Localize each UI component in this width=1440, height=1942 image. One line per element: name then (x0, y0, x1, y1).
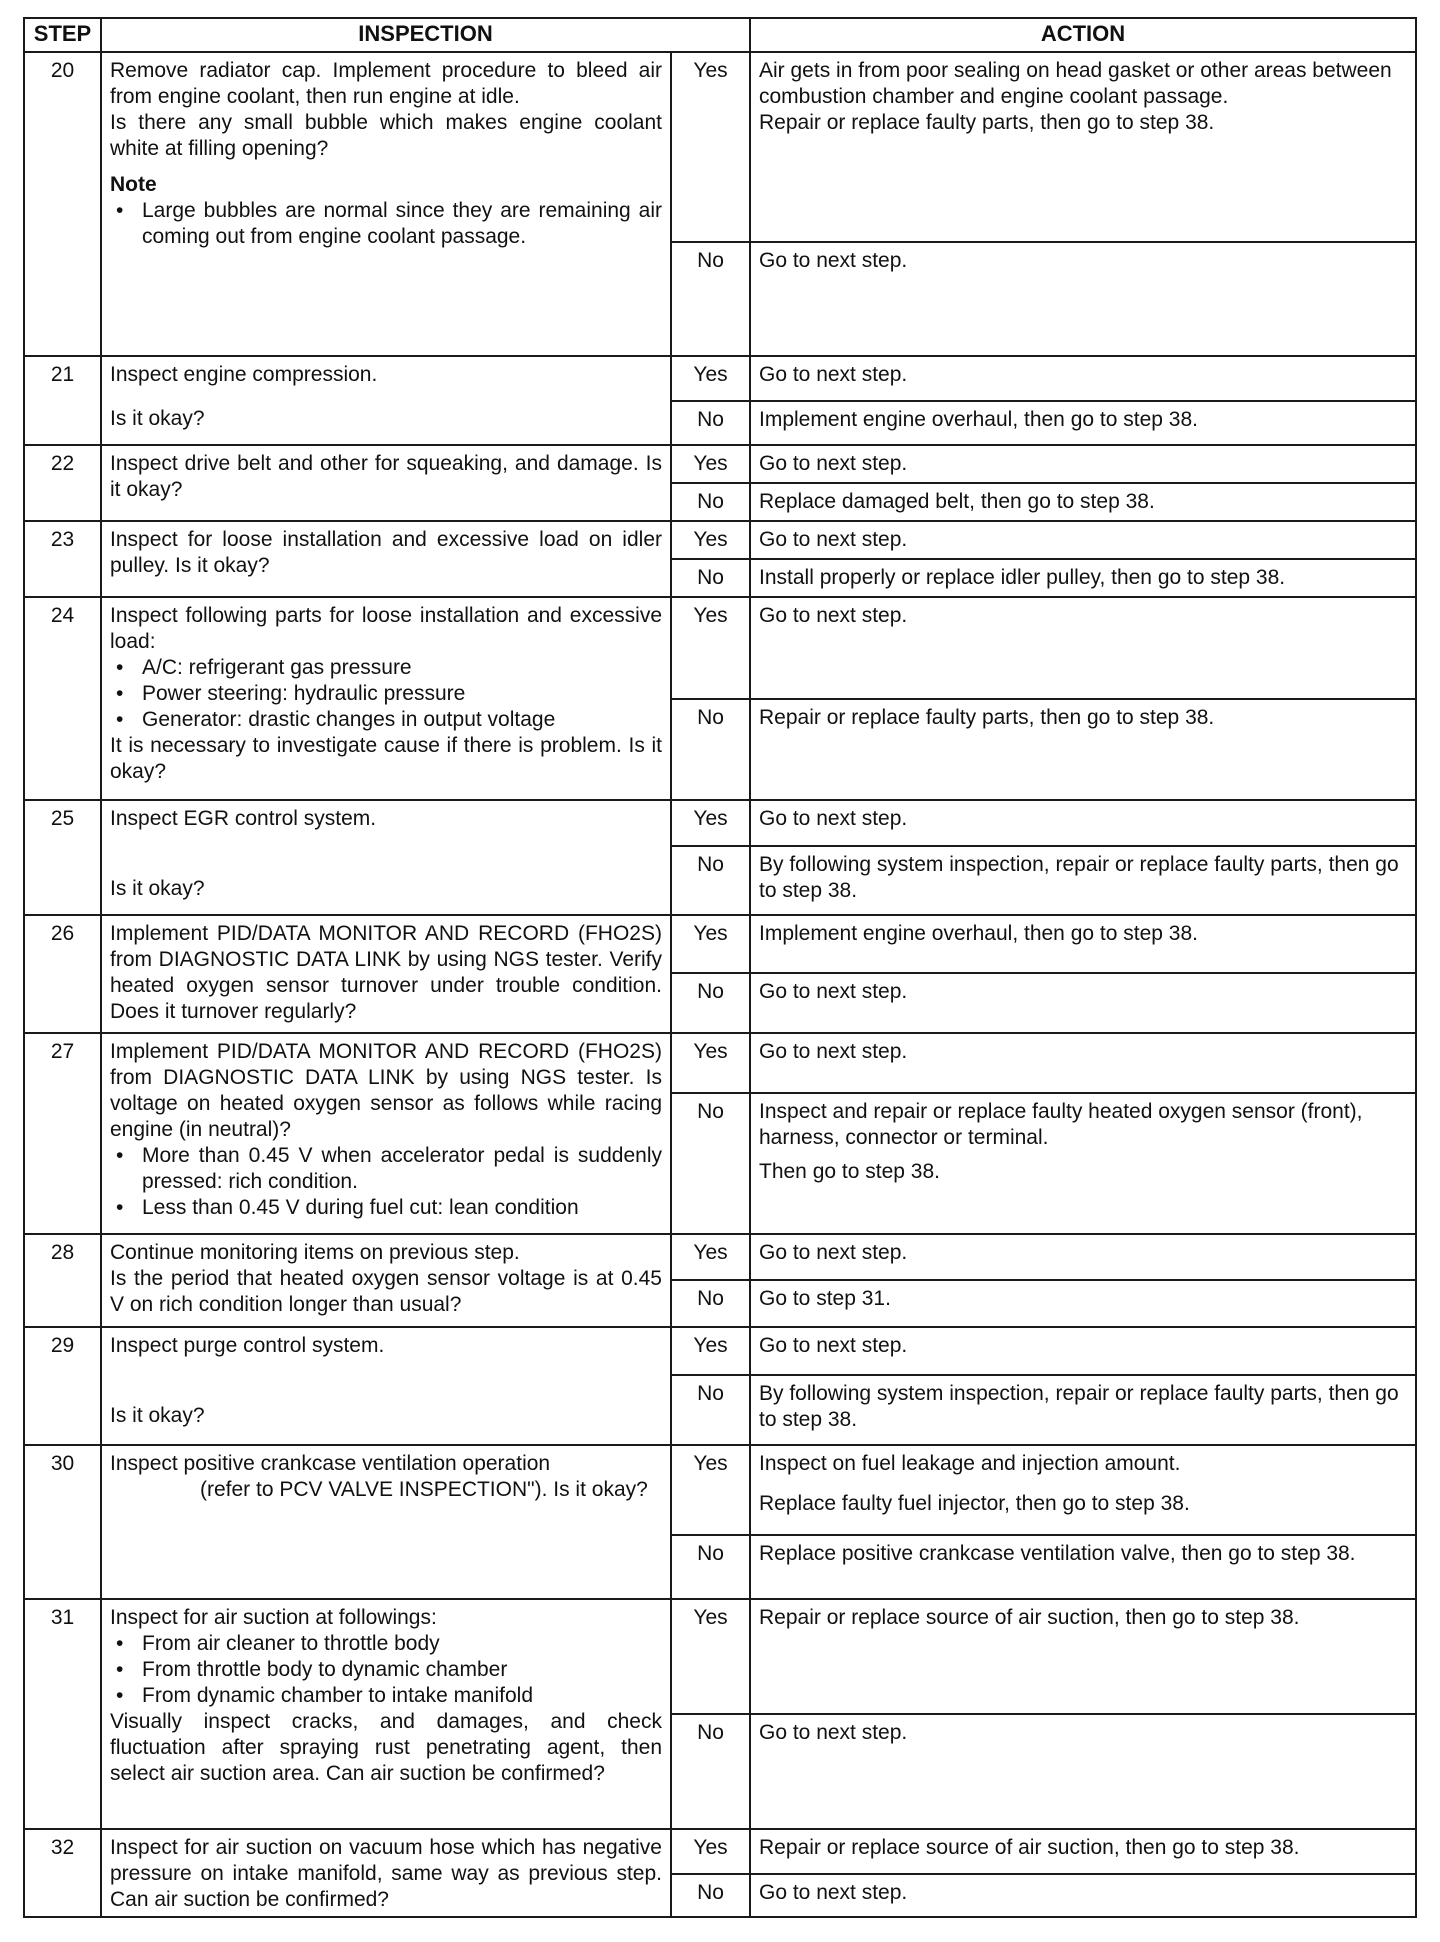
step-25-yes-action: Go to next step. (750, 800, 1416, 846)
step-28-inspection (101, 1234, 671, 1327)
check-item: • Power steering: hydraulic pressure (142, 681, 662, 707)
step-27-inspection (101, 1033, 671, 1234)
inspection-header: INSPECTION (101, 18, 750, 52)
step-31-no-action: Go to next step. (750, 1714, 1416, 1829)
step-30-no-action: Replace positive crankcase ventilation valve, then go to step 38. (750, 1535, 1416, 1599)
step-23-inspection: Inspect for loose installation and excessive load on idler pulley. Is it okay? (101, 521, 671, 597)
answer-yes: Yes (671, 1599, 750, 1714)
diagnostic-procedure-sheet (23, 17, 1415, 1921)
step-31-inspection (101, 1599, 671, 1829)
inspection-question: Visually inspect cracks, and damages, and check fluctuation after spraying rust penetrating agent, then select air suction area. Can air suction be confirmed? (110, 1710, 662, 1785)
step-number: 27 (24, 1033, 101, 1234)
action-text: Replace faulty fuel injector, then go to step 38. (759, 1492, 1190, 1515)
step-20-yes-action (750, 52, 1416, 242)
step-28-yes-action: Go to next step. (750, 1234, 1416, 1280)
answer-no: No (671, 1714, 750, 1829)
step-23-yes-action: Go to next step. (750, 521, 1416, 559)
step-number: 31 (24, 1599, 101, 1829)
answer-no: No (671, 1874, 750, 1918)
answer-no: No (671, 973, 750, 1033)
answer-yes: Yes (671, 1234, 750, 1280)
step-24-yes-row (24, 597, 1416, 699)
answer-yes: Yes (671, 445, 750, 483)
step-21-yes-action: Go to next step. (750, 356, 1416, 401)
check-item: • More than 0.45 V when accelerator pedal is suddenly pressed: rich condition. (142, 1143, 662, 1195)
step-21-yes-row (24, 356, 1416, 401)
answer-yes: Yes (671, 1327, 750, 1375)
step-header: STEP (24, 18, 101, 52)
step-31-yes-row (24, 1599, 1416, 1714)
check-item: • From throttle body to dynamic chamber (142, 1657, 662, 1683)
step-20-yes-row (24, 52, 1416, 242)
step-number: 32 (24, 1829, 101, 1917)
step-32-yes-action: Repair or replace source of air suction, then go to step 38. (750, 1829, 1416, 1874)
inspection-question: It is necessary to investigate cause if there is problem. Is it okay? (110, 734, 662, 783)
action-text: Inspect and repair or replace faulty heated oxygen sensor (front), harness, connector or terminal. (759, 1100, 1363, 1149)
step-30-yes-row (24, 1445, 1416, 1535)
inspection-question: Is the period that heated oxygen sensor voltage is at 0.45 V on rich condition longer than usual? (110, 1267, 662, 1316)
step-26-no-action: Go to next step. (750, 973, 1416, 1033)
header-row (24, 18, 1416, 52)
step-32-yes-row (24, 1829, 1416, 1874)
answer-no: No (671, 1093, 750, 1234)
answer-no: No (671, 699, 750, 800)
inspection-text: Remove radiator cap. Implement procedure to bleed air from engine coolant, then run engine at idle. (110, 59, 662, 108)
check-item: • Generator: drastic changes in output voltage (142, 707, 662, 733)
step-32-inspection: Inspect for air suction on vacuum hose which has negative pressure on intake manifold, same way as previous step. Can air suction be confirmed? (101, 1829, 671, 1917)
action-text: Inspect on fuel leakage and injection amount. (759, 1452, 1181, 1475)
step-23-yes-row (24, 521, 1416, 559)
inspection-text: Inspect positive crankcase ventilation operation (110, 1452, 551, 1475)
inspection-question: Is it okay? (110, 877, 205, 900)
step-21-inspection (101, 356, 671, 445)
step-22-inspection: Inspect drive belt and other for squeaking, and damage. Is it okay? (101, 445, 671, 521)
answer-yes: Yes (671, 356, 750, 401)
answer-no: No (671, 1375, 750, 1445)
step-32-no-action: Go to next step. (750, 1874, 1416, 1918)
action-text: Then go to step 38. (759, 1160, 940, 1183)
step-number: 26 (24, 915, 101, 1033)
step-20-no-action: Go to next step. (750, 242, 1416, 356)
answer-no: No (671, 559, 750, 597)
check-item: • From air cleaner to throttle body (142, 1631, 662, 1657)
step-number: 24 (24, 597, 101, 800)
step-26-inspection: Implement PID/DATA MONITOR AND RECORD (FHO2S) from DIAGNOSTIC DATA LINK by using NGS tester. Verify heated oxygen sensor turnover under trouble condition. Does it turnover regularly? (101, 915, 671, 1033)
inspection-question: Is it okay? (110, 407, 205, 430)
inspection-text: Continue monitoring items on previous step. (110, 1241, 520, 1264)
answer-yes: Yes (671, 597, 750, 699)
step-30-inspection (101, 1445, 671, 1599)
action-header: ACTION (750, 18, 1416, 52)
step-24-inspection (101, 597, 671, 800)
answer-yes: Yes (671, 915, 750, 973)
step-26-yes-row (24, 915, 1416, 973)
inspection-text: Inspect engine compression. (110, 363, 378, 386)
step-number: 28 (24, 1234, 101, 1327)
check-list (110, 1631, 662, 1709)
answer-no: No (671, 242, 750, 356)
step-29-yes-row (24, 1327, 1416, 1375)
inspection-question: Is there any small bubble which makes engine coolant white at filling opening? (110, 111, 662, 160)
step-23-no-action: Install properly or replace idler pulley, then go to step 38. (750, 559, 1416, 597)
step-21-no-action: Implement engine overhaul, then go to step 38. (750, 401, 1416, 445)
step-30-yes-action (750, 1445, 1416, 1535)
answer-yes: Yes (671, 52, 750, 242)
step-29-yes-action: Go to next step. (750, 1327, 1416, 1375)
step-number: 22 (24, 445, 101, 521)
step-25-no-action: By following system inspection, repair or replace faulty parts, then go to step 38. (750, 846, 1416, 915)
action-text: Repair or replace faulty parts, then go to step 38. (759, 111, 1215, 134)
step-24-yes-action: Go to next step. (750, 597, 1416, 699)
note-item: • Large bubbles are normal since they are remaining air coming out from engine coolant passage. (142, 198, 662, 250)
answer-yes: Yes (671, 1445, 750, 1535)
answer-yes: Yes (671, 1033, 750, 1093)
action-text: Air gets in from poor sealing on head gasket or other areas between combustion chamber and engine coolant passage. (759, 59, 1392, 108)
step-29-no-action: By following system inspection, repair or replace faulty parts, then go to step 38. (750, 1375, 1416, 1445)
note-list (110, 198, 662, 250)
inspection-text: Inspect purge control system. (110, 1334, 385, 1357)
answer-no: No (671, 846, 750, 915)
note-title: Note (110, 173, 157, 196)
step-22-yes-action: Go to next step. (750, 445, 1416, 483)
inspection-text: Implement PID/DATA MONITOR AND RECORD (FHO2S) from DIAGNOSTIC DATA LINK by using NGS tester. Is voltage on heated oxygen sensor as follows while racing engine (in neutral)? (110, 1040, 662, 1141)
step-27-yes-action: Go to next step. (750, 1033, 1416, 1093)
step-28-yes-row (24, 1234, 1416, 1280)
answer-yes: Yes (671, 1829, 750, 1874)
step-25-inspection (101, 800, 671, 915)
step-number: 21 (24, 356, 101, 445)
check-item: • A/C: refrigerant gas pressure (142, 655, 662, 681)
inspection-text: Inspect following parts for loose installation and excessive load: (110, 604, 662, 653)
step-27-yes-row (24, 1033, 1416, 1093)
check-item: • Less than 0.45 V during fuel cut: lean condition (142, 1195, 662, 1221)
answer-yes: Yes (671, 800, 750, 846)
inspection-question: (refer to PCV VALVE INSPECTION"). Is it okay? (200, 1478, 648, 1501)
step-31-yes-action: Repair or replace source of air suction, then go to step 38. (750, 1599, 1416, 1714)
answer-yes: Yes (671, 521, 750, 559)
inspection-text: Inspect for air suction at followings: (110, 1606, 437, 1629)
step-number: 23 (24, 521, 101, 597)
step-25-yes-row (24, 800, 1416, 846)
step-28-no-action: Go to step 31. (750, 1280, 1416, 1327)
inspection-text: Inspect EGR control system. (110, 807, 377, 830)
step-number: 29 (24, 1327, 101, 1445)
check-list (110, 1143, 662, 1221)
inspection-question: Is it okay? (110, 1404, 205, 1427)
check-item: • From dynamic chamber to intake manifold (142, 1683, 662, 1709)
step-22-no-action: Replace damaged belt, then go to step 38. (750, 483, 1416, 521)
step-number: 25 (24, 800, 101, 915)
step-29-inspection (101, 1327, 671, 1445)
step-20-inspection (101, 52, 671, 356)
diagnostic-table (23, 17, 1417, 1918)
answer-no: No (671, 1535, 750, 1599)
answer-no: No (671, 401, 750, 445)
answer-no: No (671, 1280, 750, 1327)
step-number: 20 (24, 52, 101, 356)
answer-no: No (671, 483, 750, 521)
step-22-yes-row (24, 445, 1416, 483)
step-24-no-action: Repair or replace faulty parts, then go to step 38. (750, 699, 1416, 800)
step-26-yes-action: Implement engine overhaul, then go to step 38. (750, 915, 1416, 973)
step-number: 30 (24, 1445, 101, 1599)
check-list (110, 655, 662, 733)
step-27-no-action (750, 1093, 1416, 1234)
